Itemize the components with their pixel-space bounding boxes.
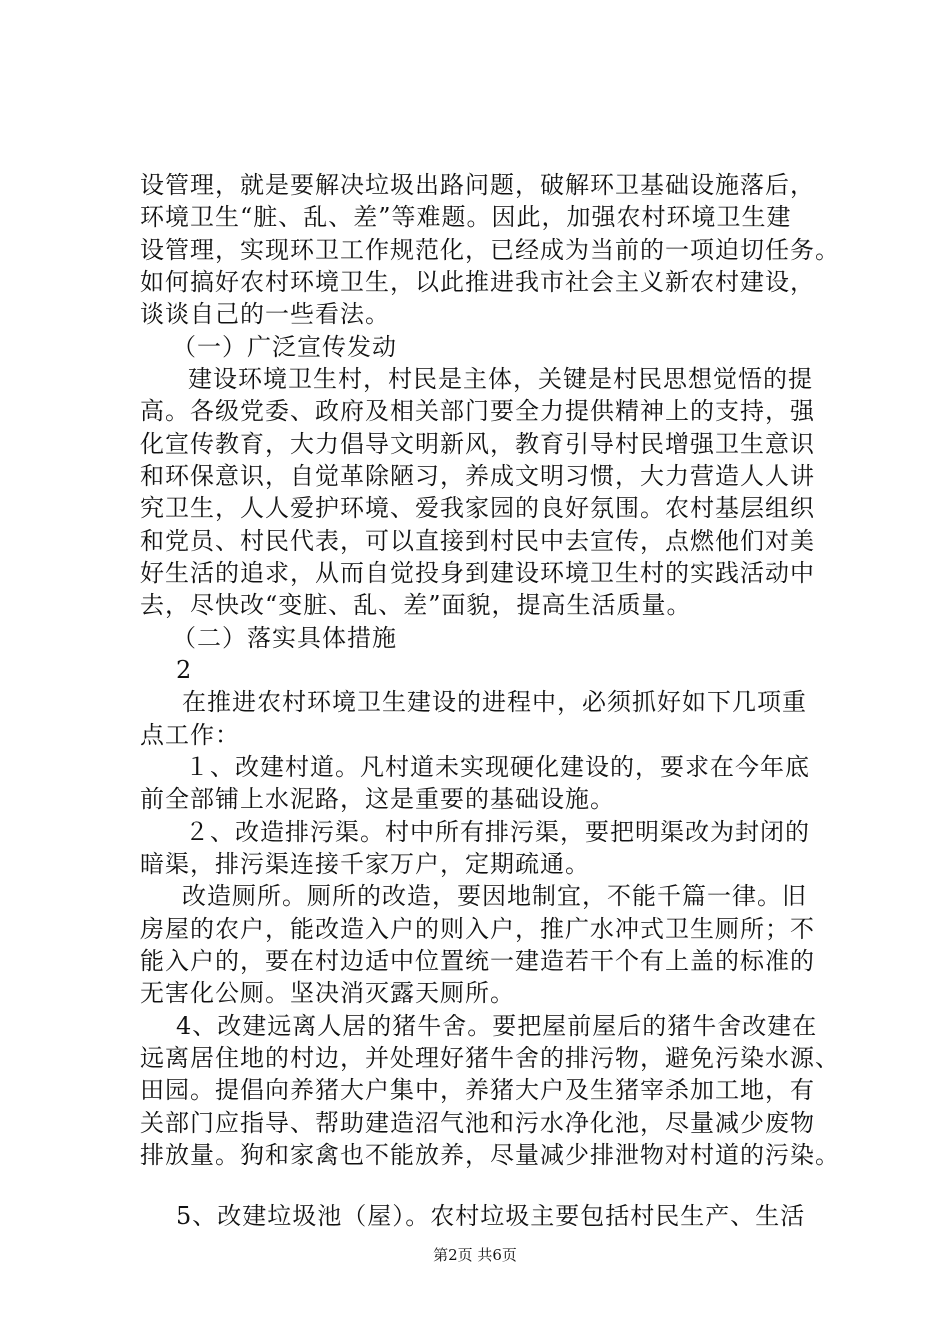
body-line: 去，尽快改“变脏、乱、差”面貌，提高生活质量。 (140, 591, 692, 619)
body-line: 好生活的追求，从而自觉投身到建设环境卫生村的实践活动中 (140, 559, 815, 587)
body-line: 关部门应指导、帮助建造沼气池和污水净化池，尽量减少废物 (140, 1109, 815, 1137)
body-line: 前全部铺上水泥路，这是重要的基础设施。 (140, 785, 615, 813)
body-line: 远离居住地的村边，并处理好猪牛舍的排污物，避免污染水源、 (140, 1044, 840, 1072)
body-line: 化宣传教育，大力倡导文明新风，教育引导村民增强卫生意识 (140, 430, 815, 458)
page-number-footer: 第2页 共6页 (433, 1246, 517, 1264)
body-line: 无害化公厕。坚决消灭露天厕所。 (140, 979, 515, 1007)
body-line: ２、改造排污渠。村中所有排污渠，要把明渠改为封闭的 (185, 818, 810, 846)
section-heading: （一）广泛宣传发动 (172, 333, 397, 361)
body-line: 改造厕所。厕所的改造，要因地制宜，不能千篇一律。旧 (182, 882, 807, 910)
body-line: 5、改建垃圾池（屋）。农村垃圾主要包括村民生产、生活 (176, 1202, 806, 1230)
body-line: 排放量。狗和家禽也不能放养，尽量减少排泄物对村道的污染。 (140, 1141, 840, 1169)
body-line: 能入户的，要在村边适中位置统一建造若干个有上盖的标准的 (140, 947, 815, 975)
body-line: 究卫生，人人爱护环境、爱我家园的良好氛围。农村基层组织 (140, 494, 815, 522)
body-line: 建设环境卫生村，村民是主体，关键是村民思想觉悟的提 (188, 365, 813, 393)
body-line: １、改建村道。凡村道未实现硬化建设的，要求在今年底 (185, 753, 810, 781)
body-line: 环境卫生“脏、乱、差”等难题。因此，加强农村环境卫生建 (140, 203, 792, 231)
body-line: 在推进农村环境卫生建设的进程中，必须抓好如下几项重 (182, 688, 807, 716)
body-line: 设管理，实现环卫工作规范化，已经成为当前的一项迫切任务。 (140, 236, 840, 264)
body-line: 谈谈自己的一些看法。 (140, 300, 390, 328)
body-line: 和环保意识，自觉革除陋习，养成文明习惯，大力营造人人讲 (140, 462, 815, 490)
body-line: 4、改建远离人居的猪牛舍。要把屋前屋后的猪牛舍改建在 (176, 1012, 818, 1040)
body-line: 房屋的农户，能改造入户的则入户，推广水冲式卫生厕所；不 (140, 915, 815, 943)
body-line: 和党员、村民代表，可以直接到村民中去宣传，点燃他们对美 (140, 527, 815, 555)
body-line: 2 (176, 656, 193, 684)
body-line: 点工作： (140, 721, 240, 749)
section-heading: （二）落实具体措施 (172, 624, 397, 652)
body-line: 高。各级党委、政府及相关部门要全力提供精神上的支持，强 (140, 397, 815, 425)
body-line: 田园。提倡向养猪大户集中，养猪大户及生猪宰杀加工地，有 (140, 1076, 815, 1104)
body-line: 暗渠，排污渠连接千家万户，定期疏通。 (140, 850, 590, 878)
body-line: 如何搞好农村环境卫生，以此推进我市社会主义新农村建设， (140, 268, 815, 296)
body-line: 设管理，就是要解决垃圾出路问题，破解环卫基础设施落后， (140, 171, 815, 199)
